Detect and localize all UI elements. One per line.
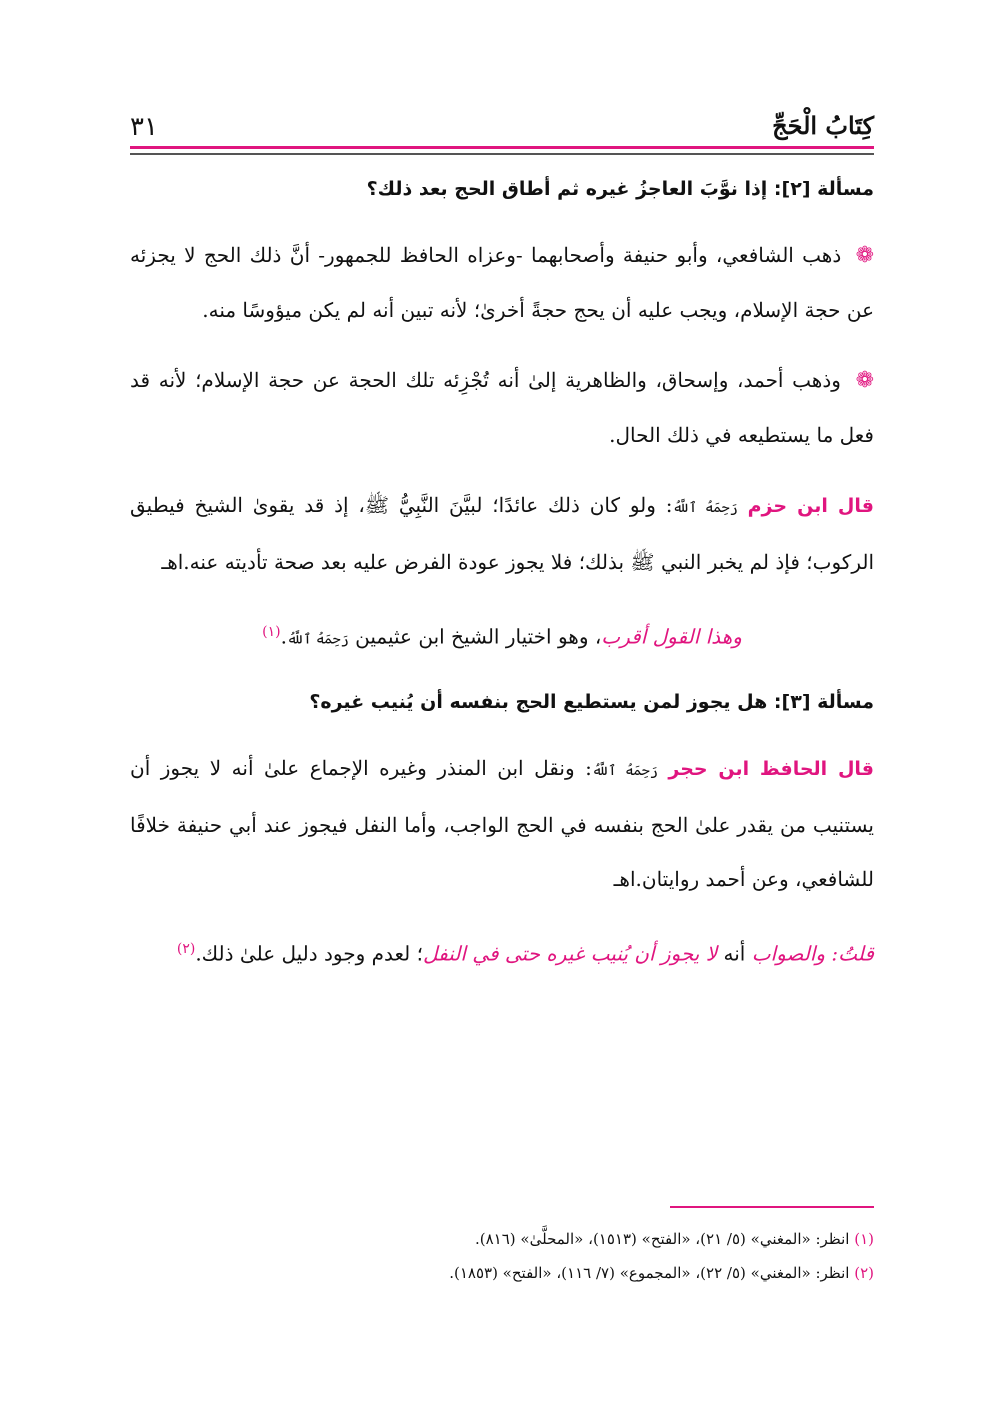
- issue-2-paragraph-1: [130, 228, 874, 337]
- flower-bullet-icon: ❁: [855, 368, 875, 393]
- page-header: [130, 100, 874, 146]
- main-content: [130, 170, 874, 996]
- conclusion-text: ، وهو اختيار الشيخ ابن عثيمين: [355, 624, 602, 649]
- issue-2-heading: [130, 170, 874, 208]
- footnote-separator: [670, 1206, 874, 1208]
- issue-2-para2-text: وذهب أحمد، وإسحاق، والظاهرية إلىٰ أنه تُجْزِئه تلك الحجة عن حجة الإسلام؛ لأنه قد فعل ما يستطيعه في ذلك الحال.: [130, 368, 874, 447]
- footnote-ref-1[interactable]: (١): [262, 624, 281, 640]
- quote-text: : ولو كان ذلك عائدًا؛ لبيَّنَ النَّبِيُّ ﷺ، إذ قد يقوىٰ الشيخ فيطيق الركوب؛ فإذ لم يخبر النبي ﷺ بذلك؛ فلا يجوز عودة الفرض عليه بعد صحة تأديته عنه.اهـ: [130, 493, 874, 574]
- footnote-1: [130, 1222, 874, 1256]
- issue-3-conclusion: [130, 922, 874, 981]
- issue-3-quote: [130, 741, 874, 906]
- footnote-text: انظر: «المغني» (٥/ ٢١)، «الفتح» (١٥١٣)، «المحلَّىٰ» (٨١٦).: [475, 1230, 850, 1248]
- conclusion-highlight: لا يجوز أن يُنيب غيره حتى في النفل: [422, 941, 718, 966]
- issue-2-para1-text: ذهب الشافعي، وأبو حنيفة وأصحابهما -وعزاه الحافظ للجمهور- أنَّ ذلك الحج لا يجزئه عن حجة الإسلام، ويجب عليه أن يحج حجةً أخرىٰ؛ لأنه تبين أنه لم يكن ميؤوسًا منه.: [130, 243, 874, 322]
- header-rule-dark: [130, 153, 874, 155]
- footnote-text: انظر: «المغني» (٥/ ٢٢)، «المجموع» (٧/ ١١٦)، «الفتح» (١٨٥٣).: [449, 1264, 850, 1282]
- issue-3-title: هل يجوز لمن يستطيع الحج بنفسه أن يُنيب غيره؟: [309, 690, 768, 713]
- footnotes: [130, 1222, 874, 1290]
- footnote-ref-2[interactable]: (٢): [176, 940, 196, 957]
- quote-speaker: قال ابن حزم: [747, 495, 874, 517]
- conclusion-text: ؛ لعدم وجود دليل علىٰ ذلك.: [195, 941, 423, 966]
- honorific: رَحِمَهُ ٱللَّهُ: [286, 631, 349, 648]
- honorific: رَحِمَهُ ٱللَّهُ: [672, 500, 738, 516]
- header-rule-pink: [130, 146, 874, 149]
- issue-2-quote: [130, 478, 874, 589]
- issue-2-paragraph-2: [130, 353, 874, 462]
- footnote-number: (١): [854, 1230, 874, 1248]
- conclusion-highlight: وهذا القول أقرب: [601, 624, 742, 649]
- footnote-number: (٢): [854, 1264, 874, 1282]
- issue-2-label: مسألة [٢]:: [773, 178, 874, 200]
- quote-text: : ونقل ابن المنذر وغيره الإجماع علىٰ أنه لا يجوز أن يستنيب من يقدر علىٰ الحج بنفسه في الحج الواجب، وأما النفل فيجوز عند أبي حنيفة خلافًا للشافعي، وعن أحمد روايتان.اهـ: [130, 755, 874, 891]
- issue-3-label: مسألة [٣]:: [773, 690, 874, 713]
- issue-2-title: إذا نوَّبَ العاجزُ غيره ثم أطاق الحج بعد ذلك؟: [366, 178, 768, 200]
- page-number: ٣١: [130, 112, 158, 142]
- issue-2-conclusion: وهذا القول أقرب، وهو اختيار الشيخ ابن عثيمين رَحِمَهُ ٱللَّهُ.$^{(١)}$: [262, 624, 742, 649]
- flower-bullet-icon: ❁: [855, 243, 874, 268]
- honorific: رَحِمَهُ ٱللَّهُ: [591, 762, 658, 779]
- quote-speaker: قال الحافظ ابن حجر: [668, 757, 875, 780]
- footnote-2: [130, 1256, 874, 1290]
- issue-3-heading: [130, 683, 874, 721]
- conclusion-mid: أنه: [717, 941, 752, 966]
- book-title: كِتَابُ الْحَجِّ: [772, 111, 874, 140]
- conclusion-lead: قلتُ: والصواب: [751, 941, 874, 966]
